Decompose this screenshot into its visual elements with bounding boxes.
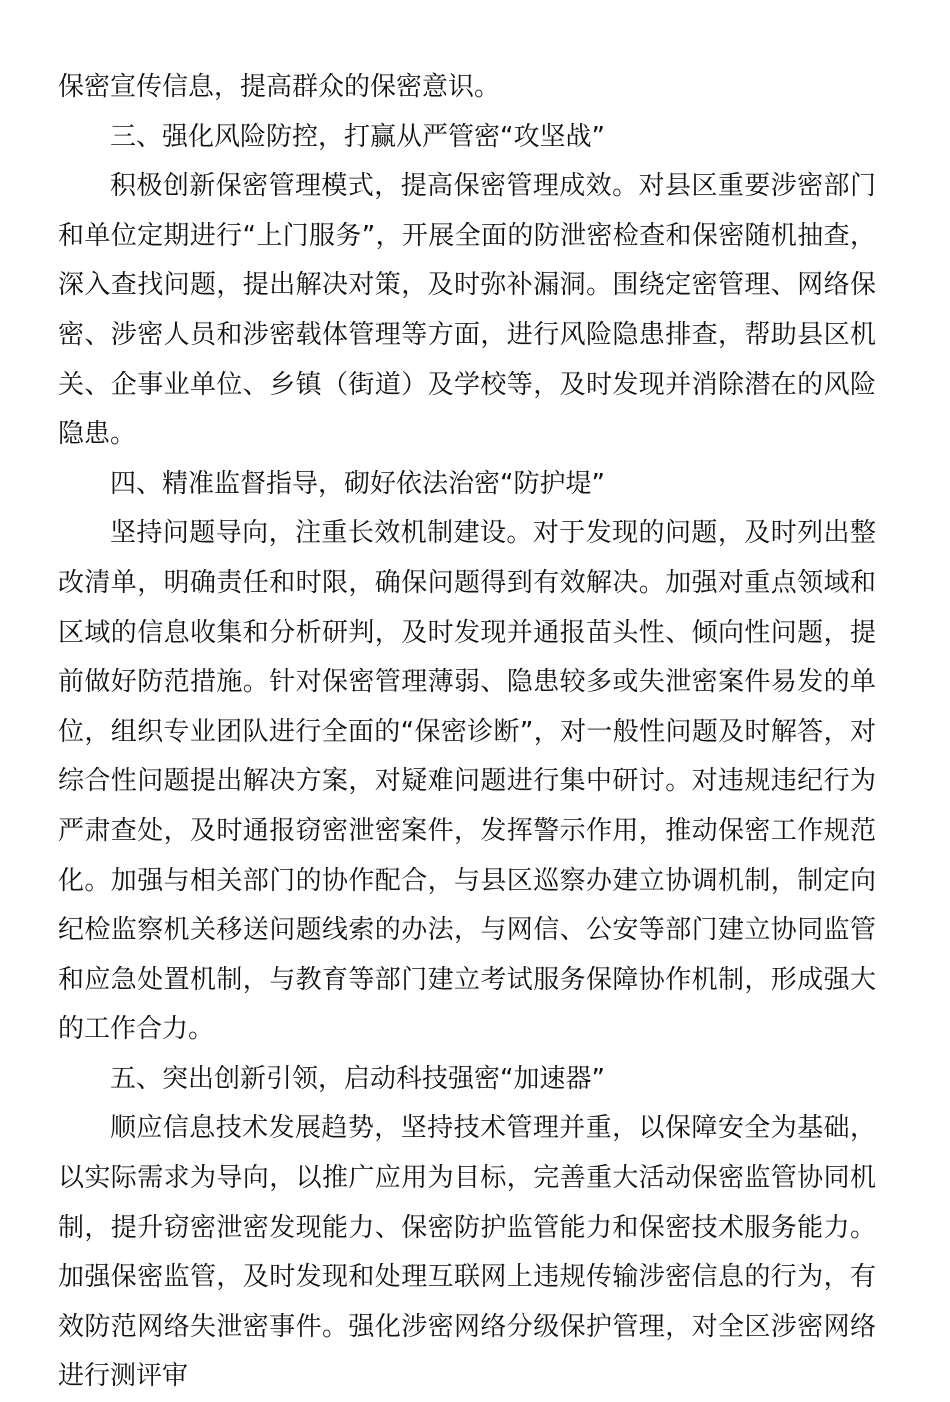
continuation-paragraph: 保密宣传信息，提高群众的保密意识。 <box>58 72 501 102</box>
document-body <box>58 63 876 1402</box>
body-paragraph-supervision: 坚持问题导向，注重长效机制建设。对于发现的问题，及时列出整改清单，明确责任和时限，确保问题得到有效解决。加强对重点领域和区域的信息收集和分析研判，及时发现并通报苗头性、倾向性问题，提前做好防范措施。针对保密管理薄弱、隐患较多或失泄密案件易发的单位，组织专业团队进行全面的“保密诊断”，对一般性问题及时解答，对综合性问题提出解决方案，对疑难问题进行集中研讨。对违规违纪行为严肃查处，及时通报窃密泄密案件，发挥警示作用，推动保密工作规范化。加强与相关部门的协作配合，与县区巡察办建立协调机制，制定向纪检监察机关移送问题线索的办法，与网信、公安等部门建立协同监管和应急处置机制，与教育等部门建立考试服务保障协作机制，形成强大的工作合力。 <box>58 518 876 1045</box>
body-paragraph-risk-control: 积极创新保密管理模式，提高保密管理成效。对县区重要涉密部门和单位定期进行“上门服务”，开展全面的防泄密检查和保密随机抽查，深入查找问题，提出解决对策，及时弥补漏洞。围绕定密管理、网络保密、涉密人员和涉密载体管理等方面，进行风险隐患排查，帮助县区机关、企事业单位、乡镇（街道）及学校等，及时发现并消除潜在的风险隐患。 <box>58 171 876 450</box>
section-heading-five: 五、突出创新引领，启动科技强密“加速器” <box>110 1063 605 1094</box>
section-heading-four: 四、精准监督指导，砌好依法治密“防护堤” <box>110 468 605 499</box>
section-heading-three: 三、强化风险防控，打赢从严管密“攻坚战” <box>110 121 605 152</box>
body-paragraph-innovation: 顺应信息技术发展趋势，坚持技术管理并重，以保障安全为基础，以实际需求为导向，以推广应用为目标，完善重大活动保密监管协同机制，提升窃密泄密发现能力、保密防护监管能力和保密技术服务能力。加强保密监管，及时发现和处理互联网上违规传输涉密信息的行为，有效防范网络失泄密事件。强化涉密网络分级保护管理，对全区涉密网络进行测评审 <box>58 1113 876 1392</box>
